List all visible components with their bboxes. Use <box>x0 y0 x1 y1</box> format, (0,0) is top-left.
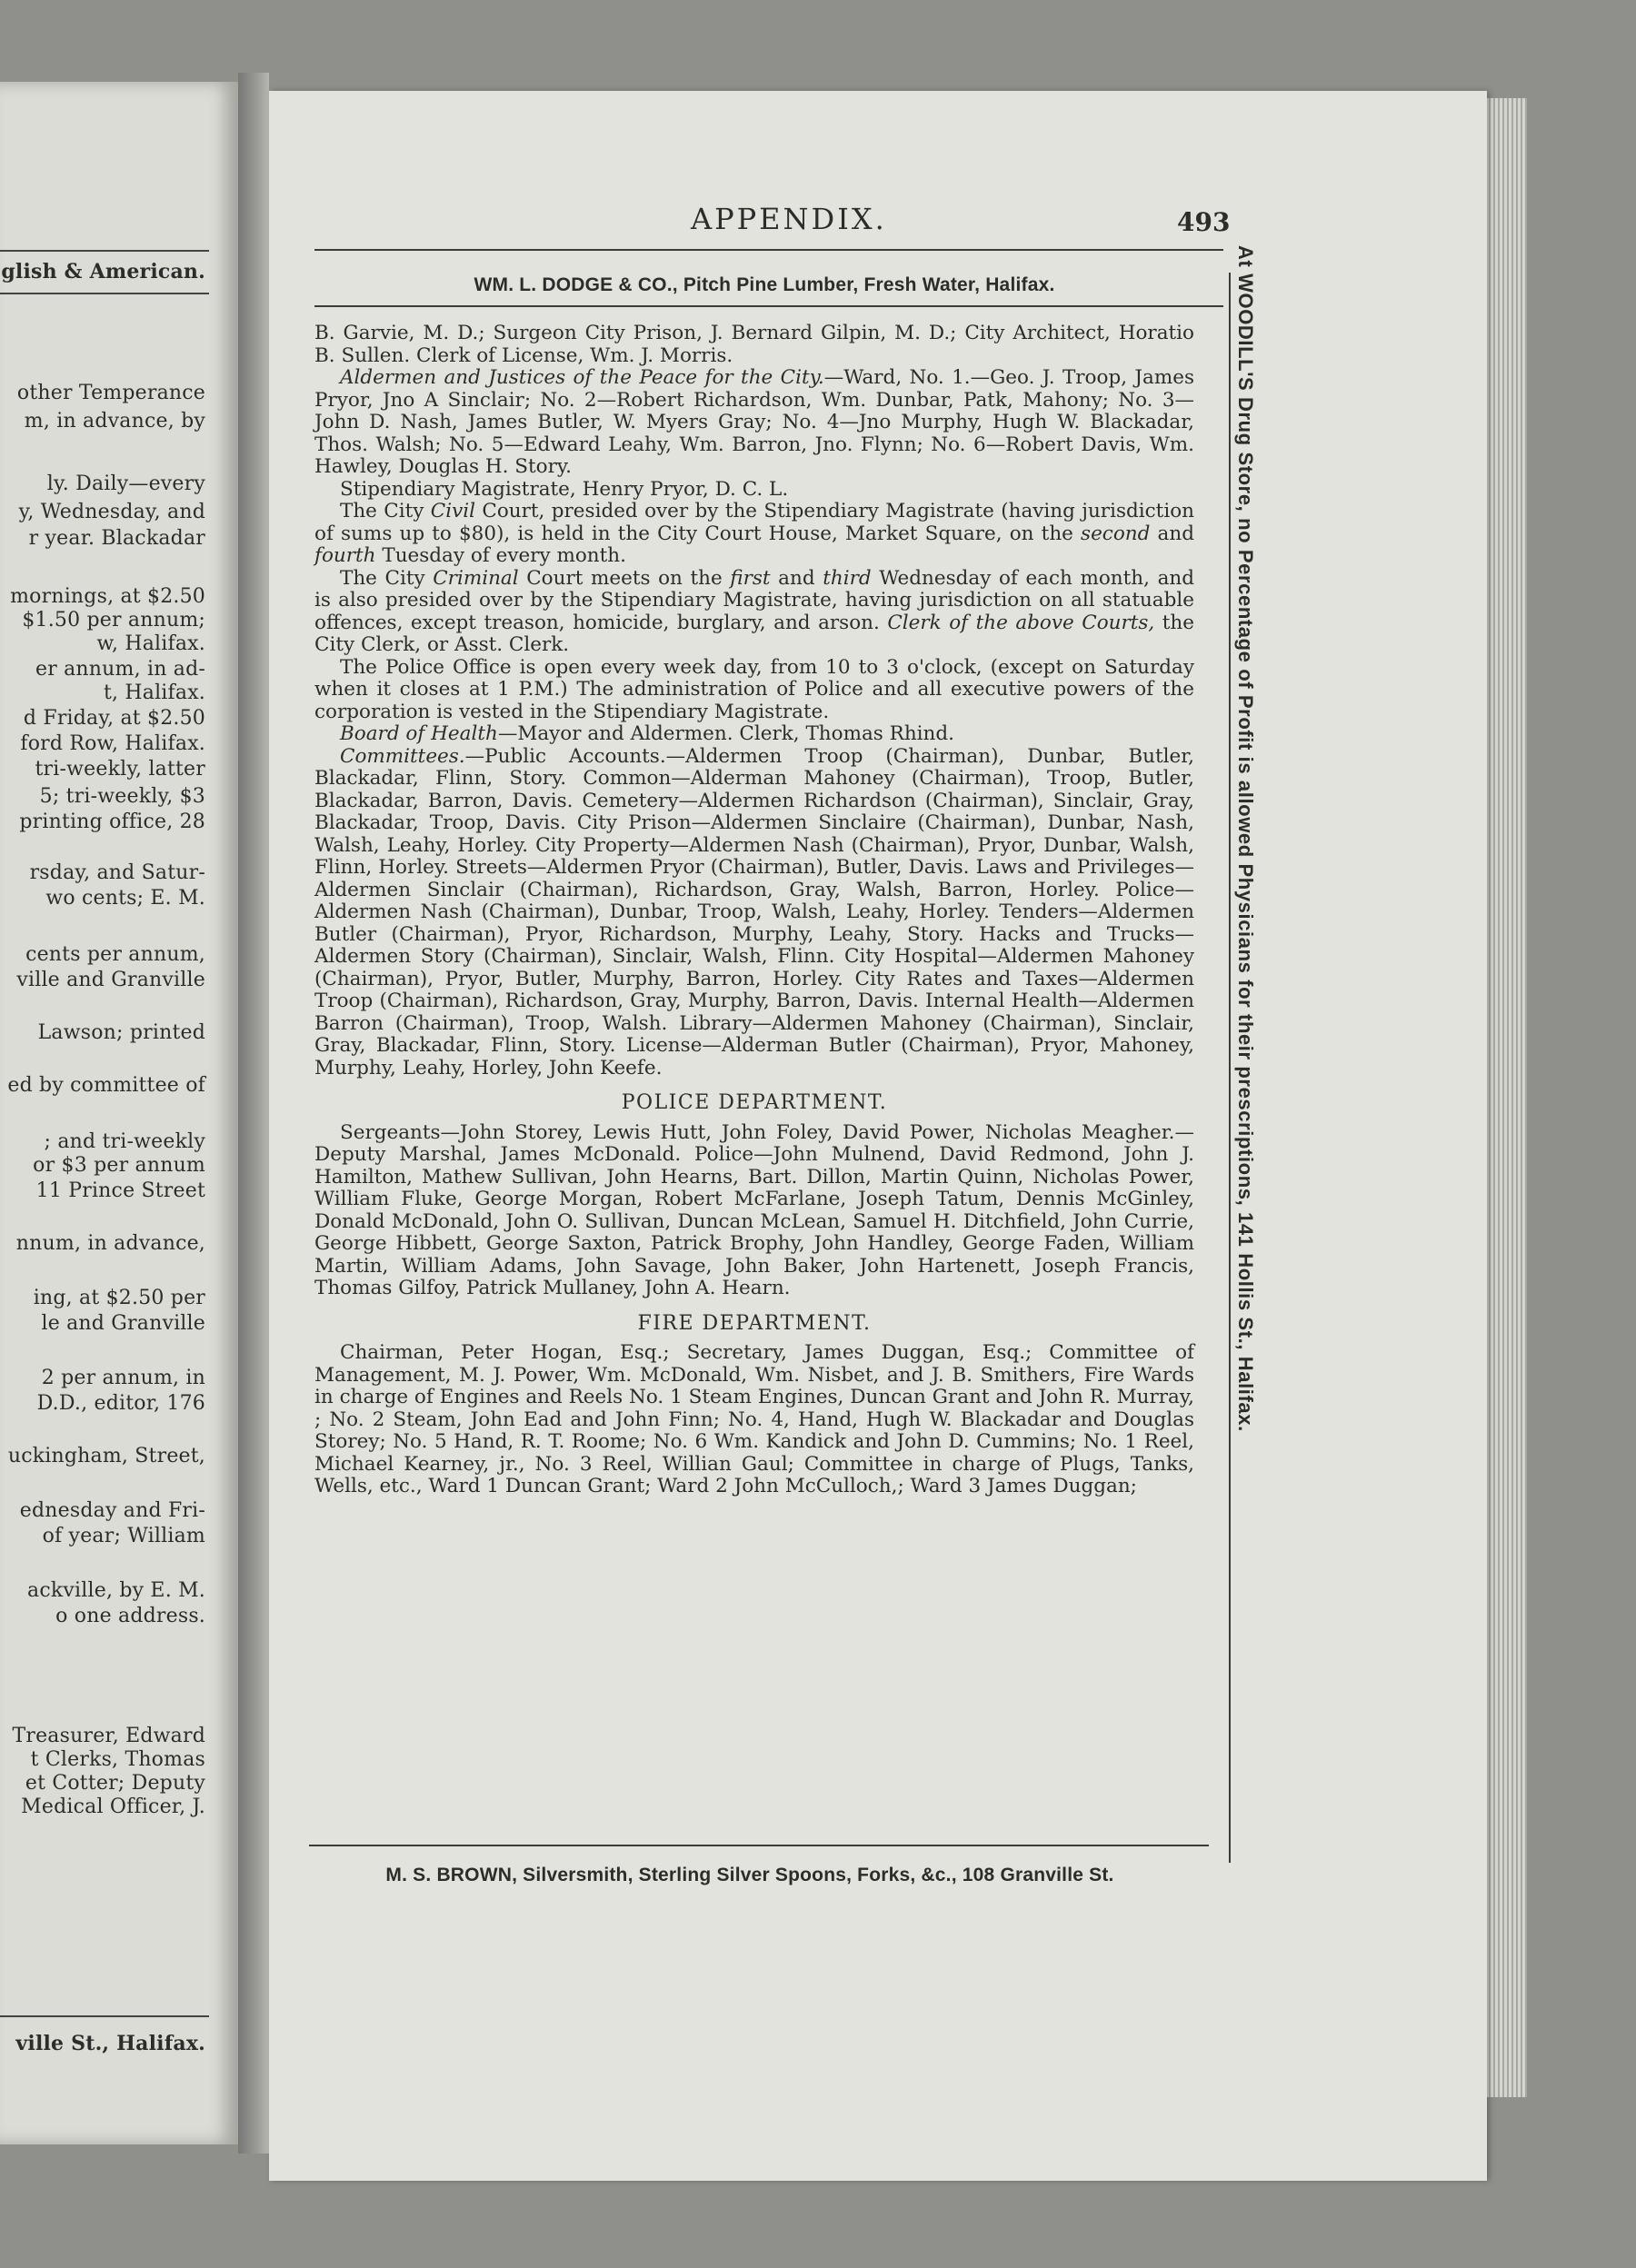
left-page-line: r year. Blackadar <box>28 527 205 550</box>
book-gutter <box>238 73 269 2154</box>
left-page-line: mornings, at $2.50 <box>10 585 205 608</box>
left-page-line: wo cents; E. M. <box>45 887 205 910</box>
left-page-line: ford Row, Halifax. <box>20 732 205 755</box>
left-page-line: rsday, and Satur- <box>29 861 205 884</box>
left-page-line: 2 per annum, in <box>41 1367 205 1389</box>
left-page-line: t, Halifax. <box>103 681 205 704</box>
left-page-footer: ville St., Halifax. <box>15 2032 205 2055</box>
paragraph-civil-court: The City Civil Court, presided over by the Stipendiary Magistrate (having jurisdiction of sums up to $80), is held in the City Court House, Market Square, on the second and fourth Tuesday of every month. <box>314 500 1194 567</box>
left-page-line: of year; William <box>42 1525 205 1547</box>
left-page-line: tri-weekly, latter <box>35 758 205 781</box>
left-page-line: ednesday and Fri- <box>19 1499 205 1522</box>
left-facing-page <box>0 82 238 2144</box>
left-page-line: 5; tri-weekly, $3 <box>39 785 205 808</box>
aldermen-heading: Aldermen and Justices of the Peace for the City. <box>340 366 824 389</box>
paragraph-officials: B. Garvie, M. D.; Surgeon City Prison, J. Bernard Gilpin, M. D.; City Architect, Horatio B. Sullen. Clerk of License, Wm. J. Morris. <box>314 322 1194 367</box>
page-number: 493 <box>1177 207 1231 237</box>
left-page-line: Lawson; printed <box>37 1021 205 1044</box>
header-advertisement: WM. L. DODGE & CO., Pitch Pine Lumber, Fresh Water, Halifax. <box>474 274 1055 295</box>
left-page-line: printing office, 28 <box>19 811 205 833</box>
paragraph-committees: Committees.—Public Accounts.—Aldermen Troop (Chairman), Dunbar, Butler, Blackadar, Flinn, Story. Common—Alderman Mahoney (Chairman), Troop, Butler, Blackadar, Barron, Davis. Cemetery—Aldermen Richardson (Chairman), Sinclair, Gray, Blackadar, Troop, Davis. City Prison—Aldermen Sinclaire (Chairman), Dunbar, Nash, Walsh, Leahy, Horley. City Property—Aldermen Nash (Chairman), Pryor, Dunbar, Walsh, Flinn, Horley. Streets—Aldermen Pryor (Chairman), Butler, Davis. Laws and Privileges—Aldermen Sinclair (Chairman), Richardson, Gray, Walsh, Barron, Horley. Police—Aldermen Nash (Chairman), Dunbar, Troop, Walsh, Leahy, Horley. Tenders—Aldermen Butler (Chairman), Pryor, Richardson, Murphy, Leahy, Story. Hacks and Trucks—Aldermen Story (Chairman), Sinclair, Walsh, Flinn. City Hospital—Aldermen Mahoney (Chairman), Pryor, Butler, Murphy, Barron, Horley. City Rates and Taxes—Aldermen Troop (Chairman), Richardson, Gray, Murphy, Barron, Davis. Internal Health—Aldermen Barron (Chairman), Troop, Walsh. Library—Aldermen Mahoney (Chairman), Sinclair, Gray, Blackadar, Flinn, Story. License—Alderman Butler (Chairman), Pryor, Mahoney, Murphy, Leahy, Horley, John Keefe. <box>314 744 1194 1079</box>
footer-advertisement: M. S. BROWN, Silversmith, Sterling Silver Spoons, Forks, &c., 108 Granville St. <box>385 1865 1114 1885</box>
left-page-header: glish & American. <box>1 260 205 284</box>
paragraph-criminal-court: The City Criminal Court meets on the first and third Wednesday of each month, and is also presided over by the Stipendiary Magistrate, having jurisdiction on all statuable offences, except treason, homicide, burglary, and arson. Clerk of the above Courts, the City Clerk, or Asst. Clerk. <box>314 566 1195 656</box>
left-page-line: Treasurer, Edward <box>12 1725 205 1747</box>
left-page-line: t Clerks, Thomas <box>30 1748 205 1771</box>
left-page-line: nnum, in advance, <box>15 1232 205 1255</box>
left-page-line: or $3 per annum <box>33 1154 205 1177</box>
side-rule <box>1229 273 1231 1863</box>
left-page-line: w, Halifax. <box>96 632 205 655</box>
left-page-line: d Friday, at $2.50 <box>23 707 205 730</box>
left-page-line: ing, at $2.50 per <box>33 1287 205 1309</box>
left-page-line: m, in advance, by <box>24 410 205 433</box>
paragraph-police-department: Sergeants—John Storey, Lewis Hutt, John Foley, David Power, Nicholas Meagher.—Deputy Marshal, James McDonald. Police—John Mulnend, David Redmond, John J. Hamilton, Mathew Sullivan, John Hearns, Bart. Dillon, Martin Quinn, Nicholas Power, William Fluke, George Morgan, Robert McFarlane, Joseph Tatum, Dennis McGinley, Donald McDonald, John O. Sullivan, Duncan McLean, Samuel H. Ditchfield, John Currie, George Hibbett, George Saxton, Patrick Brophy, John Handley, George Faden, William Martin, William Adams, John Savage, John Baker, John Hartenett, Joseph Francis, Thomas Gilfoy, Patrick Mullaney, John A. Hearn. <box>314 1120 1194 1299</box>
left-page-line: y, Wednesday, and <box>18 501 205 523</box>
fire-department-heading: FIRE DEPARTMENT. <box>637 1311 872 1335</box>
header-top-rule <box>314 249 1223 251</box>
paragraph-stipendiary: Stipendiary Magistrate, Henry Pryor, D. C. L. <box>340 477 789 501</box>
left-page-line: ed by committee of <box>7 1074 205 1097</box>
appendix-body <box>314 323 1194 1498</box>
left-page-line: o one address. <box>55 1605 205 1627</box>
police-department-heading: POLICE DEPARTMENT. <box>621 1091 888 1114</box>
left-page-line: uckingham, Street, <box>7 1445 205 1467</box>
left-page-line: $1.50 per annum; <box>22 609 205 632</box>
side-advertisement: At WOODILL'S Drug Store, no Percentage of Profit is allowed Physicians for their prescriptions, 141 Hollis St., Halifax. <box>1234 245 1257 1432</box>
paragraph-police-office: The Police Office is open every week day, from 10 to 3 o'clock, (except on Saturday when it closes at 1 P.M.) The administration of Police and all executive powers of the corporation is vested in the Stipendiary Magistrate. <box>314 655 1194 723</box>
left-page-line: Medical Officer, J. <box>21 1796 205 1818</box>
left-page-line: other Temperance <box>16 382 205 404</box>
left-page-line: D.D., editor, 176 <box>36 1392 205 1415</box>
left-page-line: er annum, in ad- <box>35 658 205 681</box>
paragraph-board-of-health: Board of Health—Mayor and Aldermen. Clerk, Thomas Rhind. <box>340 722 955 745</box>
left-page-line: le and Granville <box>41 1312 205 1335</box>
left-page-line: ly. Daily—every <box>46 472 205 495</box>
left-page-line: ; and tri-weekly <box>44 1130 205 1153</box>
left-page-line: 11 Prince Street <box>35 1179 205 1202</box>
left-footer-rule <box>0 2015 209 2017</box>
running-head: APPENDIX. <box>691 202 887 236</box>
paragraph-fire-department: Chairman, Peter Hogan, Esq.; Secretary, James Duggan, Esq.; Committee of Management, M. J. Power, Wm. McDonald, Wm. Nisbet, and J. B. Smithers, Fire Wards in charge of Engines and Reels No. 1 Steam Engines, Duncan Grant and John R. Murray, ; No. 2 Steam, John Ead and John Finn; No. 4, Hand, Hugh W. Blackadar and Douglas Storey; No. 5 Hand, R. T. Roome; No. 6 Wm. Kandick and John D. Cummins; No. 1 Reel, Michael Kearney, jr., No. 3 Reel, Willian Gaul; Committee in charge of Plugs, Tanks, Wells, etc., Ward 1 Duncan Grant; Ward 2 John McCulloch,; Ward 3 James Duggan; <box>314 1341 1194 1497</box>
left-page-line: ackville, by E. M. <box>27 1579 205 1602</box>
left-header-rule <box>0 293 209 294</box>
left-top-rule <box>0 250 209 252</box>
paragraph-aldermen: Aldermen and Justices of the Peace for the City.—Ward, No. 1.—Geo. J. Troop, James Pryor, Jno A Sinclair; No. 2—Robert Richardson, Wm. Dunbar, Patk, Mahony; No. 3—John D. Nash, James Butler, W. Myers Gray; No. 4—Jno Murphy, Hugh W. Blackadar, Thos. Walsh; No. 5—Edward Leahy, Wm. Barron, Jno. Flynn; No. 6—Robert Davis, Wm. Hawley, Douglas H. Story. <box>314 366 1194 478</box>
header-bottom-rule <box>314 305 1223 307</box>
left-page-line: ville and Granville <box>16 969 205 991</box>
footer-rule <box>309 1845 1209 1846</box>
left-page-line: cents per annum, <box>25 943 205 966</box>
left-page-line: et Cotter; Deputy <box>25 1772 205 1795</box>
